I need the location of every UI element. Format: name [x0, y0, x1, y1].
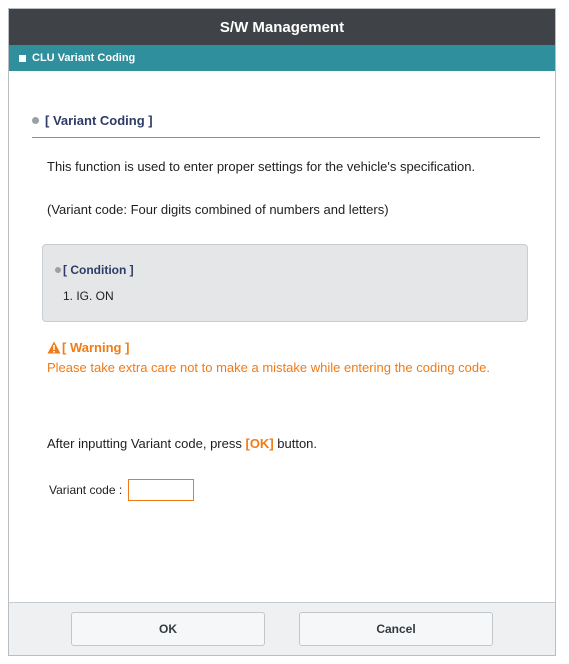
- section-title: [ Variant Coding ]: [45, 113, 153, 128]
- subheader-text: CLU Variant Coding: [32, 52, 136, 64]
- circle-bullet-icon: [55, 267, 61, 273]
- instruction-suffix: button.: [273, 436, 318, 451]
- condition-item: 1. IG. ON: [63, 289, 114, 303]
- instruction-ok-keyword: [OK]: [245, 436, 274, 451]
- warning-title: [ Warning ]: [62, 340, 130, 355]
- sw-management-dialog: [8, 8, 556, 656]
- instruction-prefix: After inputting Variant code, press: [47, 436, 246, 451]
- condition-box: [42, 244, 528, 322]
- variant-code-input[interactable]: [128, 479, 194, 501]
- section-note: (Variant code: Four digits combined of numbers and letters): [47, 202, 389, 217]
- cancel-button[interactable]: Cancel: [299, 612, 493, 646]
- ok-button[interactable]: OK: [71, 612, 265, 646]
- dialog-title-text: S/W Management: [219, 18, 345, 36]
- dialog-title: [9, 9, 555, 45]
- subheader-bar: [9, 45, 555, 71]
- variant-code-label: Variant code :: [49, 483, 123, 497]
- warning-triangle-icon: [47, 341, 61, 354]
- warning-text: Please take extra care not to make a mistake while entering the coding code.: [47, 360, 490, 375]
- variant-code-row: [49, 479, 194, 501]
- condition-title: [ Condition ]: [63, 263, 134, 277]
- dialog-footer: [9, 602, 555, 655]
- square-bullet-icon: [19, 55, 26, 62]
- condition-heading: [55, 263, 134, 277]
- dialog-content: [9, 71, 555, 603]
- section-heading: [32, 113, 540, 138]
- instruction-text: [47, 436, 317, 451]
- circle-bullet-icon: [32, 117, 39, 124]
- section-description: This function is used to enter proper settings for the vehicle's specification.: [47, 159, 476, 174]
- warning-heading: [47, 340, 129, 355]
